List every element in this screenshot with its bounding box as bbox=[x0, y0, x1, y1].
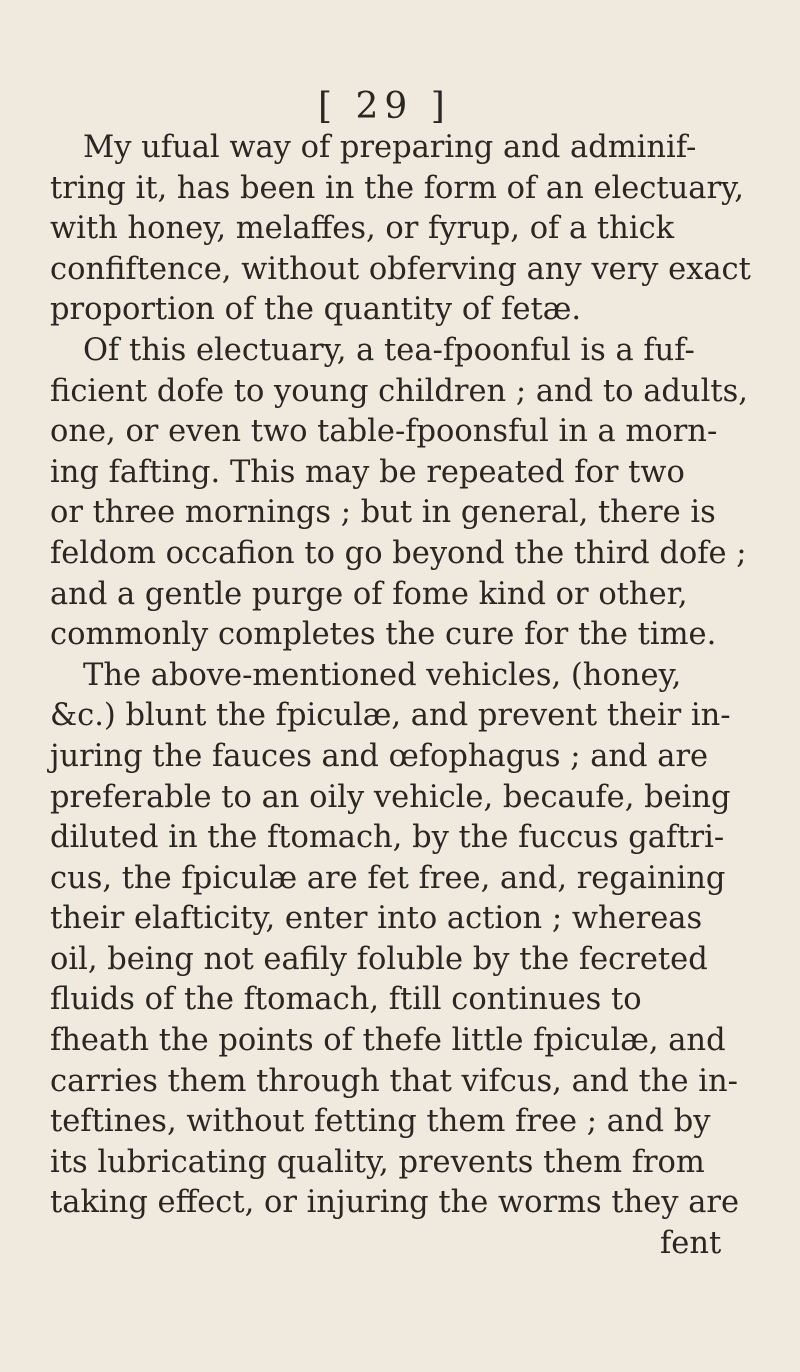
text-line: their elafticity, enter into action ; whereas bbox=[50, 901, 703, 937]
text-line: with honey, melaffes, or fyrup, of a thick bbox=[50, 211, 675, 247]
text-line: and a gentle purge of fome kind or other, bbox=[50, 576, 688, 612]
text-line: one, or even two table-fpoonsful in a morn- bbox=[50, 414, 718, 450]
text-line: commonly completes the cure for the time. bbox=[50, 617, 717, 653]
catchword: fent bbox=[660, 1226, 722, 1262]
text-line: juring the fauces and œfophagus ; and are bbox=[50, 738, 709, 774]
text-line: or three mornings ; but in general, there is bbox=[50, 495, 716, 531]
text-line: My ufual way of preparing and adminif- bbox=[83, 130, 697, 165]
text-line: diluted in the ftomach, by the fuccus gaftri- bbox=[50, 820, 725, 856]
page-header: [ 29 ] bbox=[318, 86, 451, 127]
text-line: oil, being not eafily foluble by the fecreted bbox=[50, 941, 708, 977]
text-line: ing fafting. This may be repeated for two bbox=[50, 454, 685, 490]
text-line: &c.) blunt the fpiculæ, and prevent their in- bbox=[50, 698, 731, 734]
text-line: The above-mentioned vehicles, (honey, bbox=[83, 657, 682, 693]
text-line: confiftence, without obferving any very exact bbox=[50, 251, 751, 287]
body-text bbox=[50, 128, 770, 1265]
text-line: cus, the fpiculæ are fet free, and, regaining bbox=[50, 860, 726, 896]
text-line: teftines, without fetting them free ; and by bbox=[50, 1104, 711, 1140]
text-line: preferable to an oily vehicle, becaufe, being bbox=[50, 779, 731, 815]
text-line: ficient dofe to young children ; and to adults, bbox=[50, 373, 748, 409]
text-line: fheath the points of thefe little fpiculæ, and bbox=[50, 1023, 726, 1059]
text-line: tring it, has been in the form of an electuary, bbox=[50, 170, 744, 206]
text-line: Of this electuary, a tea-fpoonful is a fuf- bbox=[83, 332, 695, 368]
text-line: feldom occafion to go beyond the third dofe ; bbox=[50, 535, 747, 571]
text-line: taking effect, or injuring the worms they are bbox=[50, 1185, 740, 1221]
text-line: its lubricating quality, prevents them from bbox=[50, 1144, 705, 1180]
text-line: proportion of the quantity of fetæ. bbox=[50, 292, 582, 328]
text-line: fluids of the ftomach, ftill continues to bbox=[50, 982, 642, 1018]
text-line: carries them through that vifcus, and the in- bbox=[50, 1063, 738, 1099]
